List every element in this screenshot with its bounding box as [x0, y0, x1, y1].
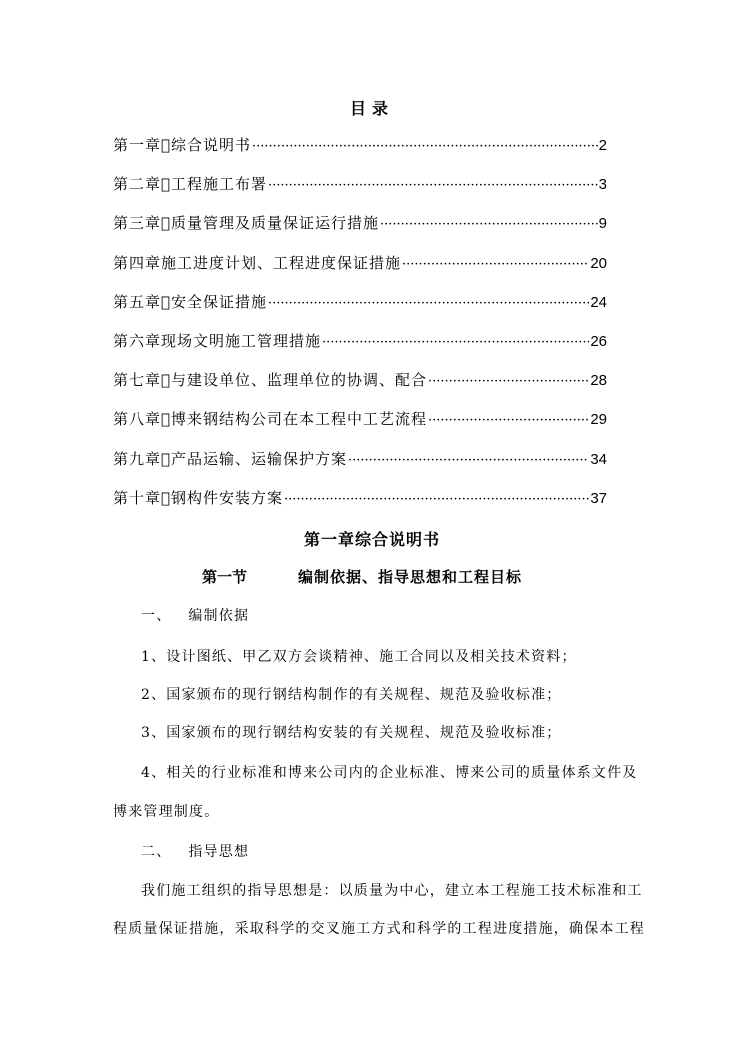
toc-leader-dots: [428, 413, 589, 428]
toc-entry-page: 2: [598, 137, 607, 154]
toc-entry-page: 9: [598, 215, 607, 233]
toc-entry[interactable]: [113, 487, 607, 526]
toc-entry-text: 第八章 博来钢结构公司在本工程中工艺流程: [113, 410, 428, 429]
section-heading: [202, 566, 522, 587]
heading-guiding-thought: 二、 指导思想: [141, 844, 250, 860]
toc-entry[interactable]: [113, 408, 607, 447]
basis-item-2: 2、国家颁布的现行钢结构制作的有关规程、规范及验收标准；: [141, 687, 562, 703]
toc-entry-text: 第一章 综合说明书: [113, 136, 252, 154]
toc-entry-page: 28: [590, 372, 607, 390]
toc-entry[interactable]: [113, 212, 607, 251]
chapter-title: 第一章综合说明书: [303, 530, 440, 549]
toc-entry-page: 37: [590, 489, 607, 507]
basis-item-1: 1、设计图纸、甲乙双方会谈精神、施工合同以及相关技术资料；: [141, 649, 577, 665]
toc-entry-page: 24: [590, 293, 607, 311]
toc-leader-dots: [268, 296, 589, 311]
toc-entry-text: 第九章 产品运输、运输保护方案: [113, 449, 348, 468]
toc-leader-dots: [348, 453, 589, 468]
toc-entry-page: 26: [590, 332, 607, 350]
toc-entry[interactable]: [113, 448, 607, 487]
guiding-paragraph-line2: 程质量保证措施，采取科学的交叉施工方式和科学的工程进度措施，确保本工程: [113, 921, 645, 937]
toc-entry-text: 第二章 工程施工布署: [113, 175, 268, 194]
toc-title: 目录: [349, 99, 394, 118]
section-number: 第一节: [202, 568, 248, 586]
toc-entry-text: 第七章 与建设单位、监理单位的协调、配合: [113, 371, 428, 390]
toc-entry-text: 第六章现场文明施工管理措施: [113, 331, 322, 350]
toc-entry-text: 第四章施工进度计划、工程进度保证措施: [113, 253, 402, 272]
heading-basis: 一、 编制依据: [141, 608, 250, 624]
toc-leader-dots: [268, 178, 598, 193]
toc-entry-text: 第十章 钢构件安装方案: [113, 488, 284, 507]
toc-entry[interactable]: [113, 173, 607, 212]
toc-leader-dots: [252, 139, 598, 154]
basis-item-4-line2: 博来管理制度。: [113, 804, 220, 820]
toc-entry-text: 第三章 质量管理及质量保证运行措施: [113, 214, 380, 233]
toc-entry[interactable]: [113, 369, 607, 408]
toc-entry-text: 第五章 安全保证措施: [113, 292, 268, 311]
toc-entry-page: 20: [590, 254, 607, 272]
toc-leader-dots: [284, 492, 589, 507]
basis-item-3: 3、国家颁布的现行钢结构安装的有关规程、规范及验收标准；: [141, 725, 562, 741]
toc-entry[interactable]: [113, 330, 607, 369]
guiding-paragraph-line1: 我们施工组织的指导思想是：以质量为中心，建立本工程施工技术标准和工: [141, 883, 643, 899]
toc-leader-dots: [402, 257, 589, 272]
section-title: 编制依据、指导思想和工程目标: [298, 568, 523, 586]
toc-entry[interactable]: [113, 291, 607, 330]
toc-entry[interactable]: [113, 134, 607, 173]
toc-list: [113, 134, 607, 526]
toc-entry-page: 29: [590, 411, 607, 429]
toc-entry-page: 34: [590, 450, 607, 468]
basis-item-4-line1: 4、相关的行业标准和博来公司内的企业标准、博来公司的质量体系文件及: [141, 765, 638, 781]
toc-leader-dots: [428, 374, 589, 389]
toc-entry[interactable]: [113, 252, 607, 291]
toc-leader-dots: [380, 217, 598, 232]
toc-entry-page: 3: [598, 176, 607, 194]
toc-leader-dots: [322, 335, 589, 350]
